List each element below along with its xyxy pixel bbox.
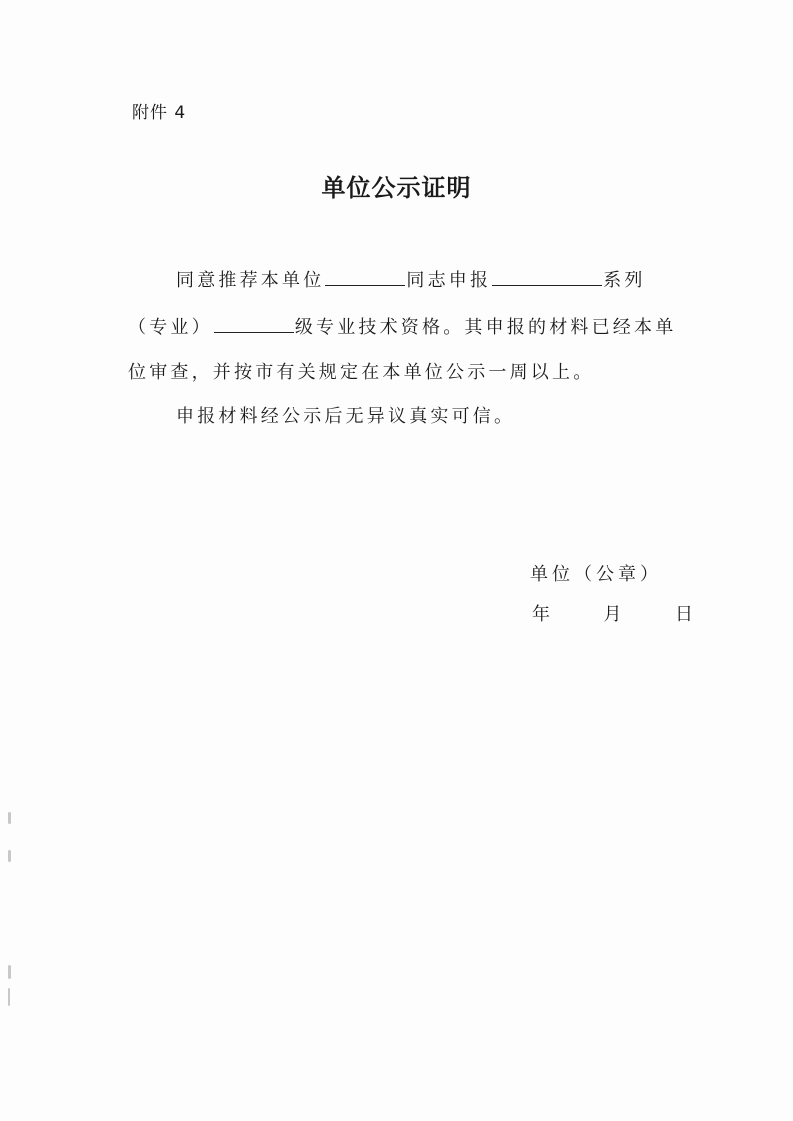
- date-line: [532, 600, 697, 626]
- paragraph-1-line-2: [128, 313, 676, 339]
- name-blank[interactable]: [325, 267, 405, 286]
- attachment-label: 附件 4: [132, 103, 187, 123]
- series-blank[interactable]: [492, 267, 602, 286]
- unit-seal-label: 单位（公章）: [530, 564, 662, 585]
- day-label: 日: [674, 604, 697, 625]
- scan-mark: [8, 988, 10, 1006]
- paragraph-2: 申报材料经公示后无异议真实可信。: [176, 406, 516, 427]
- paragraph-1-line-1: [176, 266, 646, 292]
- scan-mark: [8, 812, 11, 824]
- qualification-text: 级专业技术资格。其申报的材料已经本单: [294, 317, 677, 338]
- month-label: 月: [603, 604, 626, 625]
- recommend-text: 同意推荐本单位: [176, 270, 325, 291]
- series-text: 系列: [603, 270, 646, 291]
- specialty-text: （专业）: [128, 317, 213, 338]
- scan-mark: [8, 965, 11, 979]
- paragraph-1-line-3: 位审查，并按市有关规定在本单位公示一周以上。: [128, 362, 595, 383]
- apply-text: 同志申报: [406, 270, 492, 291]
- level-blank[interactable]: [214, 314, 294, 333]
- scan-mark: [8, 850, 11, 862]
- document-title: 单位公示证明: [321, 174, 472, 202]
- year-label: 年: [532, 604, 554, 625]
